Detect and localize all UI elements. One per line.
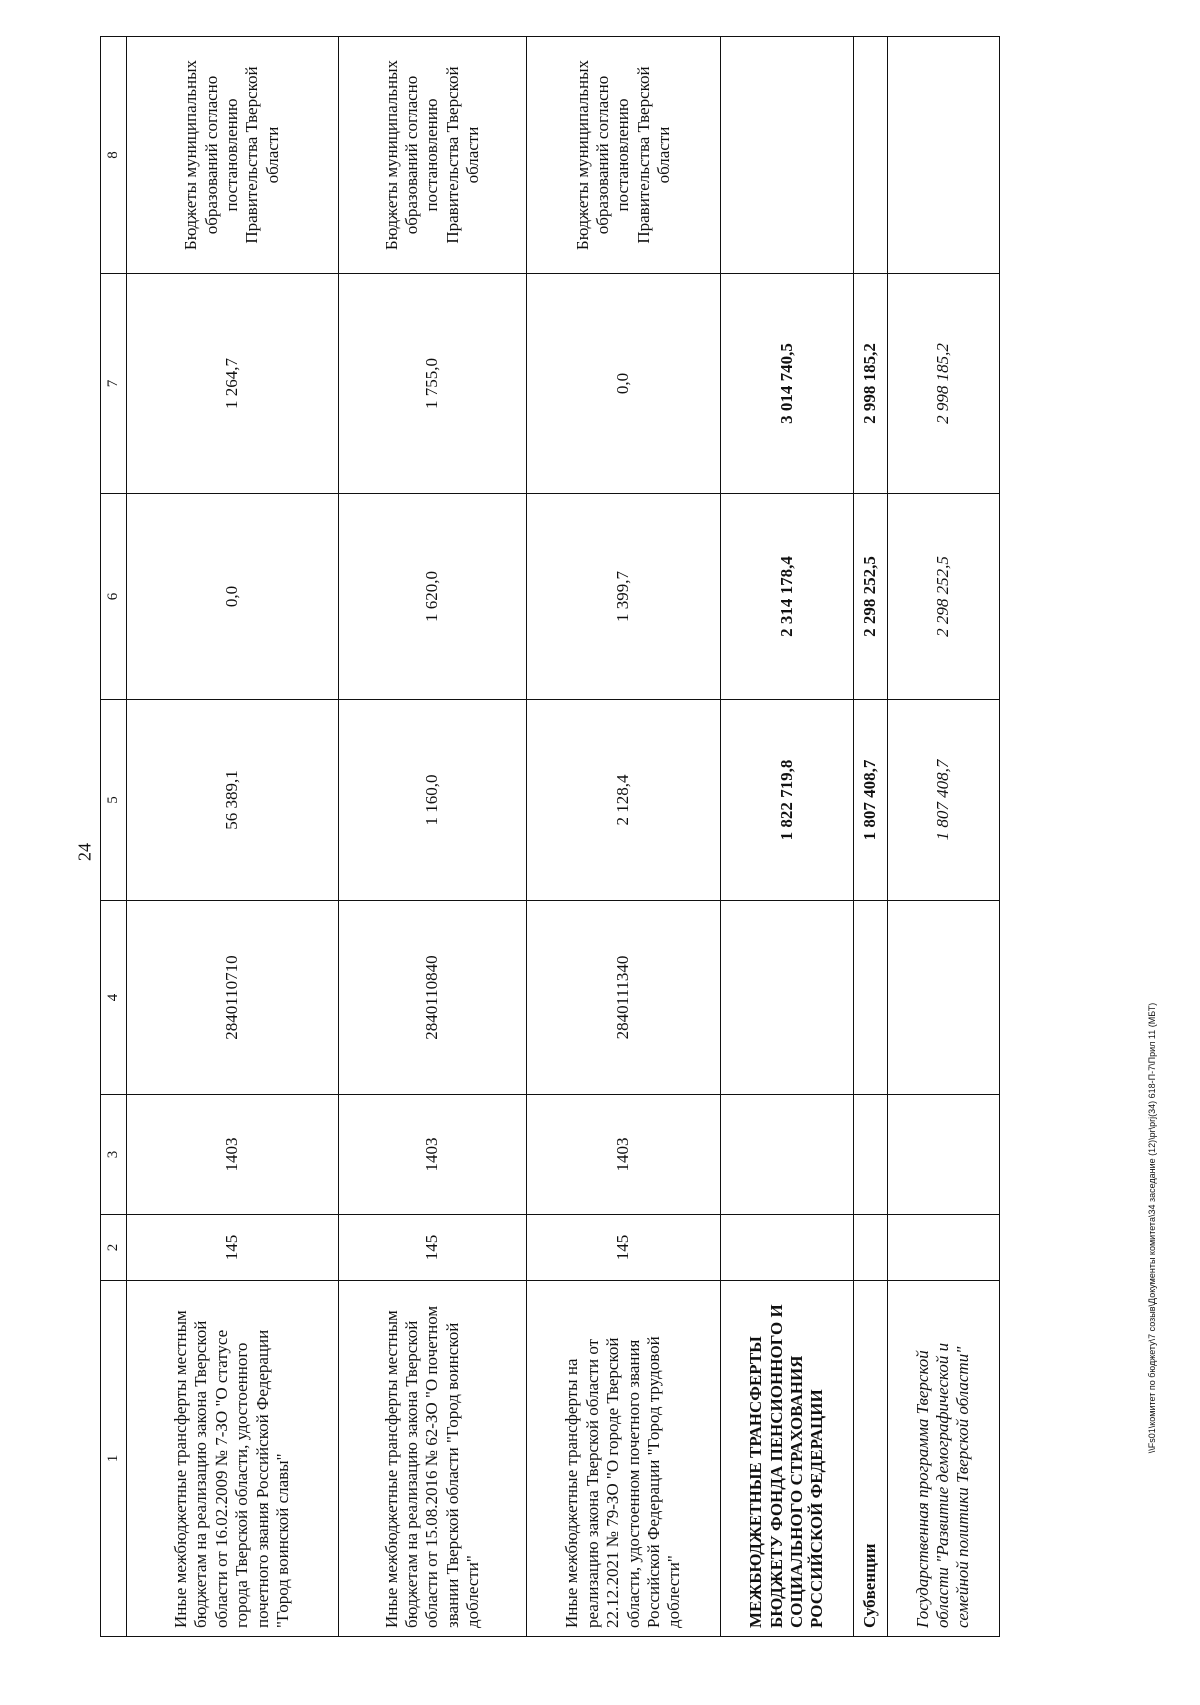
- row-cell-2: 145: [526, 1215, 720, 1281]
- row-cell-5: 2 128,4: [526, 700, 720, 901]
- row-cell-8: Бюджеты муниципальных образований согласно постановлению Правительства Тверской области: [526, 37, 720, 274]
- rotated-table-container: [100, 37, 1000, 1637]
- header-cell: 5: [101, 700, 127, 901]
- row-name-cell: Субвенции: [853, 1281, 887, 1637]
- row-cell-5: 1 807 408,7: [887, 700, 999, 901]
- table-row: [339, 37, 527, 1637]
- row-cell-6: 2 314 178,4: [721, 494, 854, 700]
- row-cell-2: [721, 1215, 854, 1281]
- row-cell-3: 1403: [126, 1095, 338, 1215]
- row-cell-7: 1 264,7: [126, 274, 338, 494]
- header-cell: 8: [101, 37, 127, 274]
- row-name-cell: Иные межбюджетные трансферты на реализацию закона Тверской области от 22.12.2021 № 79-ЗО "О городе Тверской области, удостоенном почетного звания Российской Федерации "Город трудовой доблести": [526, 1281, 720, 1637]
- row-cell-8: Бюджеты муниципальных образований согласно постановлению Правительства Тверской области: [339, 37, 527, 274]
- header-cell: 1: [101, 1281, 127, 1637]
- row-name-cell: Иные межбюджетные трансферты местным бюджетам на реализацию закона Тверской области от 15.08.2016 № 62-ЗО "О почетном звании Тверской области "Город воинской доблести": [339, 1281, 527, 1637]
- row-cell-7: 0,0: [526, 274, 720, 494]
- page-number: 24: [74, 843, 95, 861]
- header-cell: 4: [101, 901, 127, 1095]
- row-cell-6: 0,0: [126, 494, 338, 700]
- budget-table: [100, 36, 1000, 1637]
- row-cell-2: 145: [339, 1215, 527, 1281]
- row-cell-2: 145: [126, 1215, 338, 1281]
- row-cell-7: 3 014 740,5: [721, 274, 854, 494]
- row-cell-3: [721, 1095, 854, 1215]
- row-cell-3: 1403: [526, 1095, 720, 1215]
- row-cell-4: [721, 901, 854, 1095]
- row-cell-5: 1 160,0: [339, 700, 527, 901]
- row-name-cell: МЕЖБЮДЖЕТНЫЕ ТРАНСФЕРТЫ БЮДЖЕТУ ФОНДА ПЕНСИОННОГО И СОЦИАЛЬНОГО СТРАХОВАНИЯ РОССИЙСКОЙ ФЕДЕРАЦИИ: [721, 1281, 854, 1637]
- header-cell: 2: [101, 1215, 127, 1281]
- row-cell-8: [721, 37, 854, 274]
- row-cell-6: 2 298 252,5: [853, 494, 887, 700]
- row-cell-5: 56 389,1: [126, 700, 338, 901]
- row-cell-6: 2 298 252,5: [887, 494, 999, 700]
- row-name-cell: Иные межбюджетные трансферты местным бюджетам на реализацию закона Тверской области от 16.02.2009 № 7-ЗО "О статусе города Тверской области, удостоенного почетного звания Российской Федерации "Город воинской славы": [126, 1281, 338, 1637]
- table-header-row: [101, 37, 127, 1637]
- row-cell-5: 1 822 719,8: [721, 700, 854, 901]
- row-cell-5: 1 807 408,7: [853, 700, 887, 901]
- row-cell-2: [853, 1215, 887, 1281]
- table-row-section-total: [721, 37, 854, 1637]
- row-cell-3: [853, 1095, 887, 1215]
- row-cell-3: [887, 1095, 999, 1215]
- table-row-program: [887, 37, 999, 1637]
- header-cell: 6: [101, 494, 127, 700]
- row-cell-3: 1403: [339, 1095, 527, 1215]
- row-cell-4: 2840110840: [339, 901, 527, 1095]
- footer-file-path: \\Fs01\комитет по бюджету\7 созыв\Документы комитета\34 заседание (12)\pr\prj(34) 618-П-7\Прил 11 (МБТ): [1147, 1002, 1157, 1454]
- table-row: [526, 37, 720, 1637]
- row-cell-4: [853, 901, 887, 1095]
- row-cell-7: 2 998 185,2: [853, 274, 887, 494]
- row-cell-4: 2840111340: [526, 901, 720, 1095]
- row-cell-2: [887, 1215, 999, 1281]
- header-cell: 7: [101, 274, 127, 494]
- table-row: [126, 37, 338, 1637]
- row-name-cell: Государственная программа Тверской области "Развитие демографической и семейной политики Тверской области": [887, 1281, 999, 1637]
- row-cell-8: [887, 37, 999, 274]
- header-cell: 3: [101, 1095, 127, 1215]
- row-cell-4: [887, 901, 999, 1095]
- table-row-subvencii: [853, 37, 887, 1637]
- row-cell-8: [853, 37, 887, 274]
- row-cell-4: 2840110710: [126, 901, 338, 1095]
- row-cell-6: 1 399,7: [526, 494, 720, 700]
- row-cell-7: 2 998 185,2: [887, 274, 999, 494]
- row-cell-8: Бюджеты муниципальных образований согласно постановлению Правительства Тверской области: [126, 37, 338, 274]
- row-cell-6: 1 620,0: [339, 494, 527, 700]
- row-cell-7: 1 755,0: [339, 274, 527, 494]
